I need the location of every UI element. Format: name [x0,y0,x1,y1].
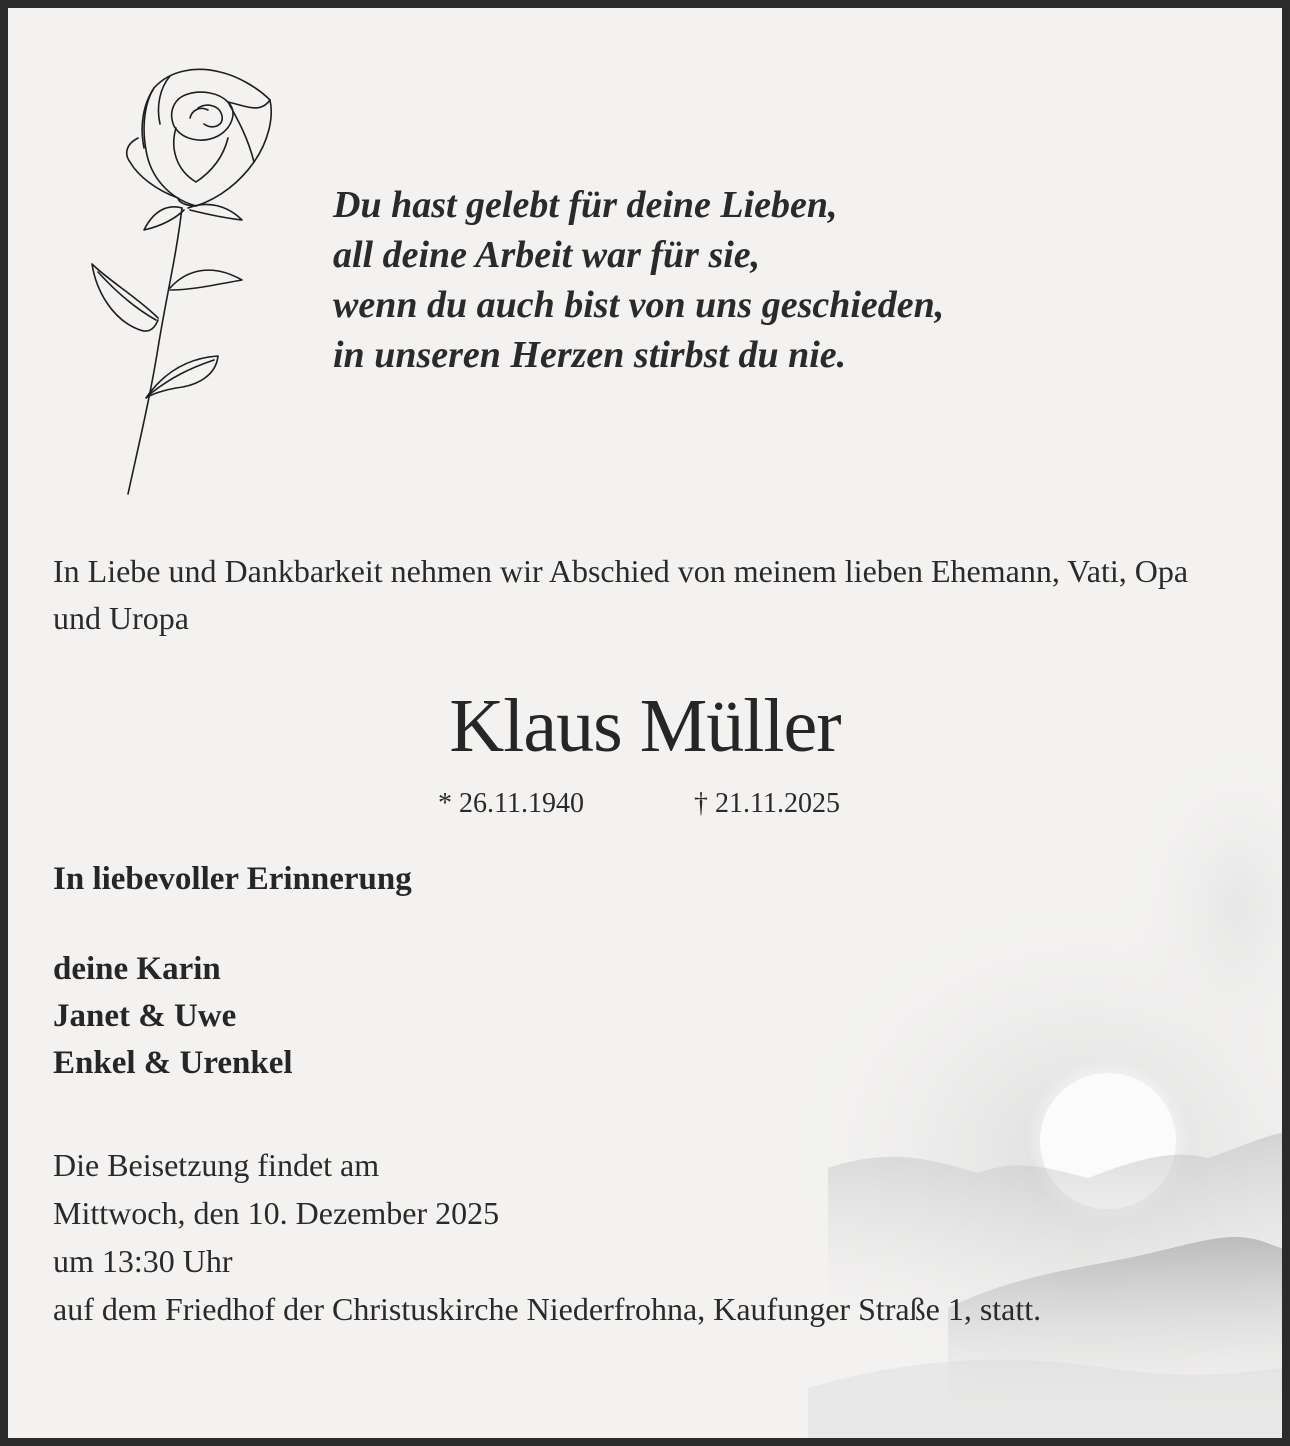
family-line: Janet & Uwe [53,998,237,1034]
family-line: Enkel & Urenkel [53,1045,293,1081]
funeral-line: auf dem Friedhof der Christuskirche Niederfrohna, Kaufunger Straße 1, statt. [53,1291,1042,1327]
funeral-line: Die Beisetzung findet am [53,1147,380,1183]
intro-text: In Liebe und Dankbarkeit nehmen wir Abschied von meinem lieben Ehemann, Vati, Opa und Uropa [53,553,1189,636]
family-line: deine Karin [53,951,221,987]
poem [333,180,944,380]
funeral-details [53,1141,1041,1333]
deceased-name: Klaus Müller [449,684,841,768]
poem-line: in unseren Herzen stirbst du nie. [333,334,847,376]
death-date: † 21.11.2025 [694,788,840,819]
funeral-line: um 13:30 Uhr [53,1243,233,1279]
funeral-line: Mittwoch, den 10. Dezember 2025 [53,1195,500,1231]
memory-heading: In liebevoller Erinnerung [53,861,412,897]
obituary-card [8,8,1282,1438]
poem-line: Du hast gelebt für deine Lieben, [333,184,838,226]
birth-date: * 26.11.1940 [438,788,584,819]
family-signatures [53,946,293,1087]
poem-line: wenn du auch bist von uns geschieden, [333,284,945,326]
poem-line: all deine Arbeit war für sie, [333,234,761,276]
rose-icon [78,58,278,498]
